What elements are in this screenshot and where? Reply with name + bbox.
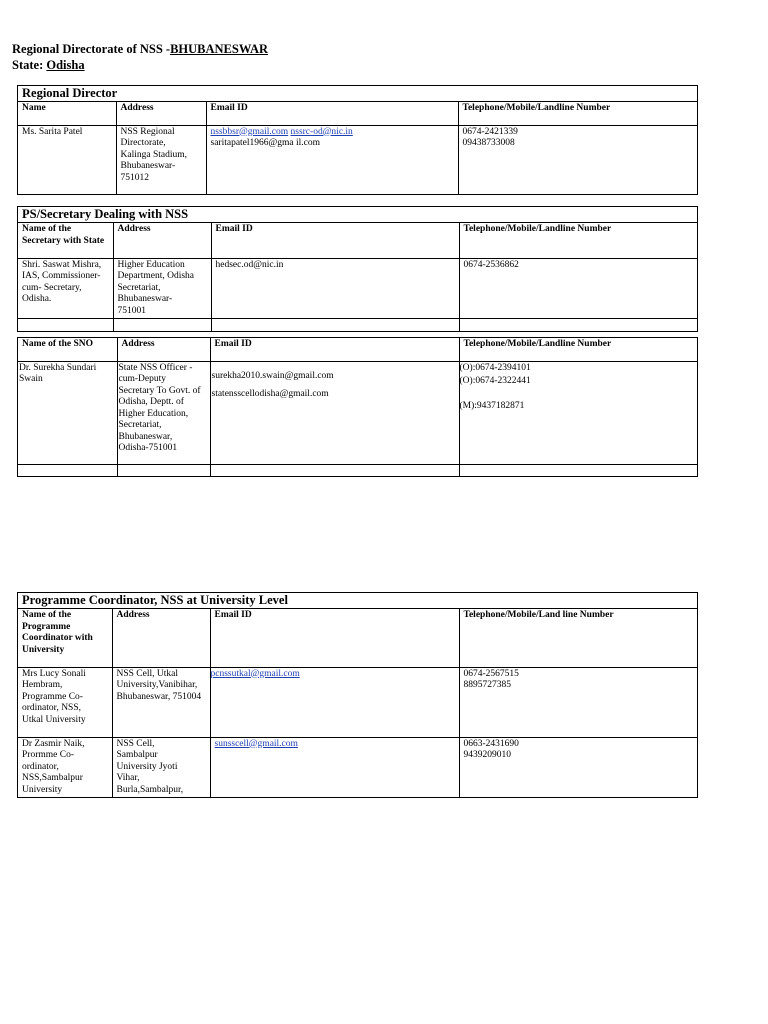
table-header-row	[18, 223, 697, 258]
cell-email	[210, 667, 459, 737]
phone-line: 09438733008	[462, 138, 515, 148]
email-link[interactable]: sunsscell@gmail.com	[214, 738, 298, 749]
regional-director-section	[17, 85, 698, 195]
header-phone: Telephone/Mobile/Landline Number	[459, 338, 697, 361]
name-line: ordinator,	[22, 761, 59, 772]
name-line: Programme Co-	[22, 691, 83, 702]
sno-section	[17, 337, 698, 477]
cell-name	[18, 258, 113, 319]
cell-phone: 0674-2536862	[459, 258, 697, 319]
phone-line: 0674-2567515	[463, 668, 519, 679]
phone-line: (O):0674-2322441	[459, 376, 531, 386]
name-line: Swain	[19, 374, 43, 384]
header-email: Email ID	[211, 223, 459, 258]
section-title: Programme Coordinator, NSS at University Level	[18, 593, 697, 609]
address-line: NSS Cell,	[116, 738, 155, 749]
cell-phone	[458, 125, 697, 194]
name-line: Prormme Co-	[22, 750, 74, 760]
address-line: State NSS Officer -	[118, 362, 193, 373]
table-row	[18, 667, 697, 737]
address-line: Department, Odisha	[117, 271, 195, 281]
title-prefix: Regional Directorate of NSS -	[12, 42, 171, 56]
address-line: Bhubaneswar-	[120, 161, 176, 171]
cell-address	[117, 361, 210, 464]
name-line: cum- Secretary,	[22, 282, 82, 293]
email-link[interactable]: nssbbsr@gmail.com	[210, 126, 289, 137]
empty-row	[18, 319, 697, 331]
email-line: surekha2010.swain@gmail.com	[211, 370, 334, 381]
header-address: Address	[113, 223, 211, 258]
address-line: cum-Deputy	[118, 374, 166, 384]
name-line: NSS,Sambalpur	[22, 773, 83, 783]
name-line: Odisha.	[22, 294, 52, 304]
email-line: statensscellodisha@gmail.com	[211, 389, 329, 399]
table-row	[18, 361, 697, 464]
cell-address	[113, 258, 211, 319]
header-address: Address	[116, 102, 206, 125]
phone-line: 9439209010	[463, 750, 511, 760]
address-line: Kalinga Stadium,	[120, 149, 187, 160]
table-header-row	[18, 102, 697, 125]
state-prefix: State:	[12, 58, 47, 72]
name-line: Utkal University	[22, 714, 86, 725]
header-email: Email ID	[206, 102, 458, 125]
empty-cell	[18, 464, 117, 476]
header-phone: Telephone/Mobile/Land line Number	[459, 609, 697, 667]
ps-secretary-section	[17, 206, 698, 332]
header-name: Name	[18, 102, 116, 125]
ps-secretary-table	[18, 223, 697, 331]
address-line: Secretariat,	[117, 282, 161, 293]
header-name: Name of the Secretary with State	[18, 223, 113, 258]
name-line: University	[22, 784, 63, 795]
empty-cell	[210, 464, 459, 476]
document-title	[12, 42, 268, 57]
address-line: Higher Education,	[118, 408, 189, 419]
sno-table	[18, 338, 697, 476]
title-city: BHUBANESWAR	[170, 42, 269, 56]
cell-address	[112, 667, 210, 737]
email-text: saritapatel1966@gma il.com	[210, 138, 321, 148]
cell-name: Ms. Sarita Patel	[18, 125, 116, 194]
programme-coordinator-section	[17, 592, 698, 798]
name-line: Mrs Lucy Sonali	[22, 668, 86, 679]
cell-name	[18, 737, 112, 797]
cell-name	[18, 667, 112, 737]
cell-email: hedsec.od@nic.in	[211, 258, 459, 319]
name-line: Dr Zasmir Naik,	[22, 738, 85, 749]
section-title: PS/Secretary Dealing with NSS	[18, 207, 697, 223]
cell-phone	[459, 737, 697, 797]
phone-line: 0663-2431690	[463, 738, 519, 749]
section-title: Regional Director	[18, 86, 697, 102]
name-line: ordinator, NSS,	[22, 703, 81, 713]
address-line: University Jyoti	[116, 761, 178, 772]
state-name: Odisha	[46, 58, 85, 72]
table-row	[18, 258, 697, 319]
header-name: Name of the SNO	[18, 338, 117, 361]
table-header-row	[18, 609, 697, 667]
address-line: Secretariat,	[118, 420, 162, 430]
empty-cell	[18, 319, 113, 331]
phone-line: (M):9437182871	[459, 400, 525, 411]
table-header-row	[18, 338, 697, 361]
cell-address	[116, 125, 206, 194]
header-address: Address	[117, 338, 210, 361]
table-row	[18, 125, 697, 194]
header-phone: Telephone/Mobile/Landline Number	[458, 102, 697, 125]
cell-name	[18, 361, 117, 464]
address-line: Sambalpur	[116, 750, 158, 760]
cell-address	[112, 737, 210, 797]
name-line: Dr. Surekha Sundari	[19, 362, 97, 373]
phone-line: 0674-2421339	[462, 126, 518, 137]
address-line: Odisha-751001	[118, 443, 178, 453]
header-name: Name of the Programme Coordinator with University	[18, 609, 112, 667]
address-line: 751001	[117, 305, 146, 316]
address-line: Bhubaneswar, 751004	[116, 691, 202, 702]
header-email: Email ID	[210, 338, 459, 361]
cell-email	[206, 125, 458, 194]
phone-line: 8895727385	[463, 680, 511, 690]
address-line: Burla,Sambalpur,	[116, 784, 184, 795]
empty-cell	[117, 464, 210, 476]
empty-cell	[211, 319, 459, 331]
cell-email	[210, 361, 459, 464]
address-line: Vihar,	[116, 773, 140, 783]
empty-cell	[113, 319, 211, 331]
address-line: Secretary To Govt. of	[118, 385, 201, 396]
address-line: Bhubaneswar,	[118, 431, 173, 442]
address-line: University,Vanibihar,	[116, 680, 198, 690]
phone-line: (O):0674-2394101	[459, 362, 531, 373]
header-phone: Telephone/Mobile/Landline Number	[459, 223, 697, 258]
cell-phone	[459, 361, 697, 464]
cell-phone	[459, 667, 697, 737]
table-row	[18, 737, 697, 797]
empty-row	[18, 464, 697, 476]
name-line: Hembram,	[22, 680, 63, 690]
header-address: Address	[112, 609, 210, 667]
email-link[interactable]: nssrc-od@nic.in	[290, 126, 353, 137]
address-line: Odisha, Deptt. of	[118, 397, 184, 407]
regional-director-table	[18, 102, 697, 194]
address-line: Bhubaneswar-	[117, 294, 173, 304]
address-line: Higher Education	[117, 259, 185, 270]
empty-cell	[459, 464, 697, 476]
address-line: NSS Cell, Utkal	[116, 668, 178, 679]
name-line: IAS, Commissioner-	[22, 271, 101, 281]
programme-coordinator-table	[18, 609, 697, 797]
address-line: Directorate,	[120, 138, 166, 148]
address-line: NSS Regional	[120, 126, 175, 137]
document-state	[12, 58, 85, 73]
cell-email	[210, 737, 459, 797]
empty-cell	[459, 319, 697, 331]
header-email: Email ID	[210, 609, 459, 667]
email-link[interactable]: pcnssutkal@gmail.com	[210, 668, 300, 679]
name-line: Shri. Saswat Mishra,	[22, 259, 102, 270]
address-line: 751012	[120, 172, 149, 183]
